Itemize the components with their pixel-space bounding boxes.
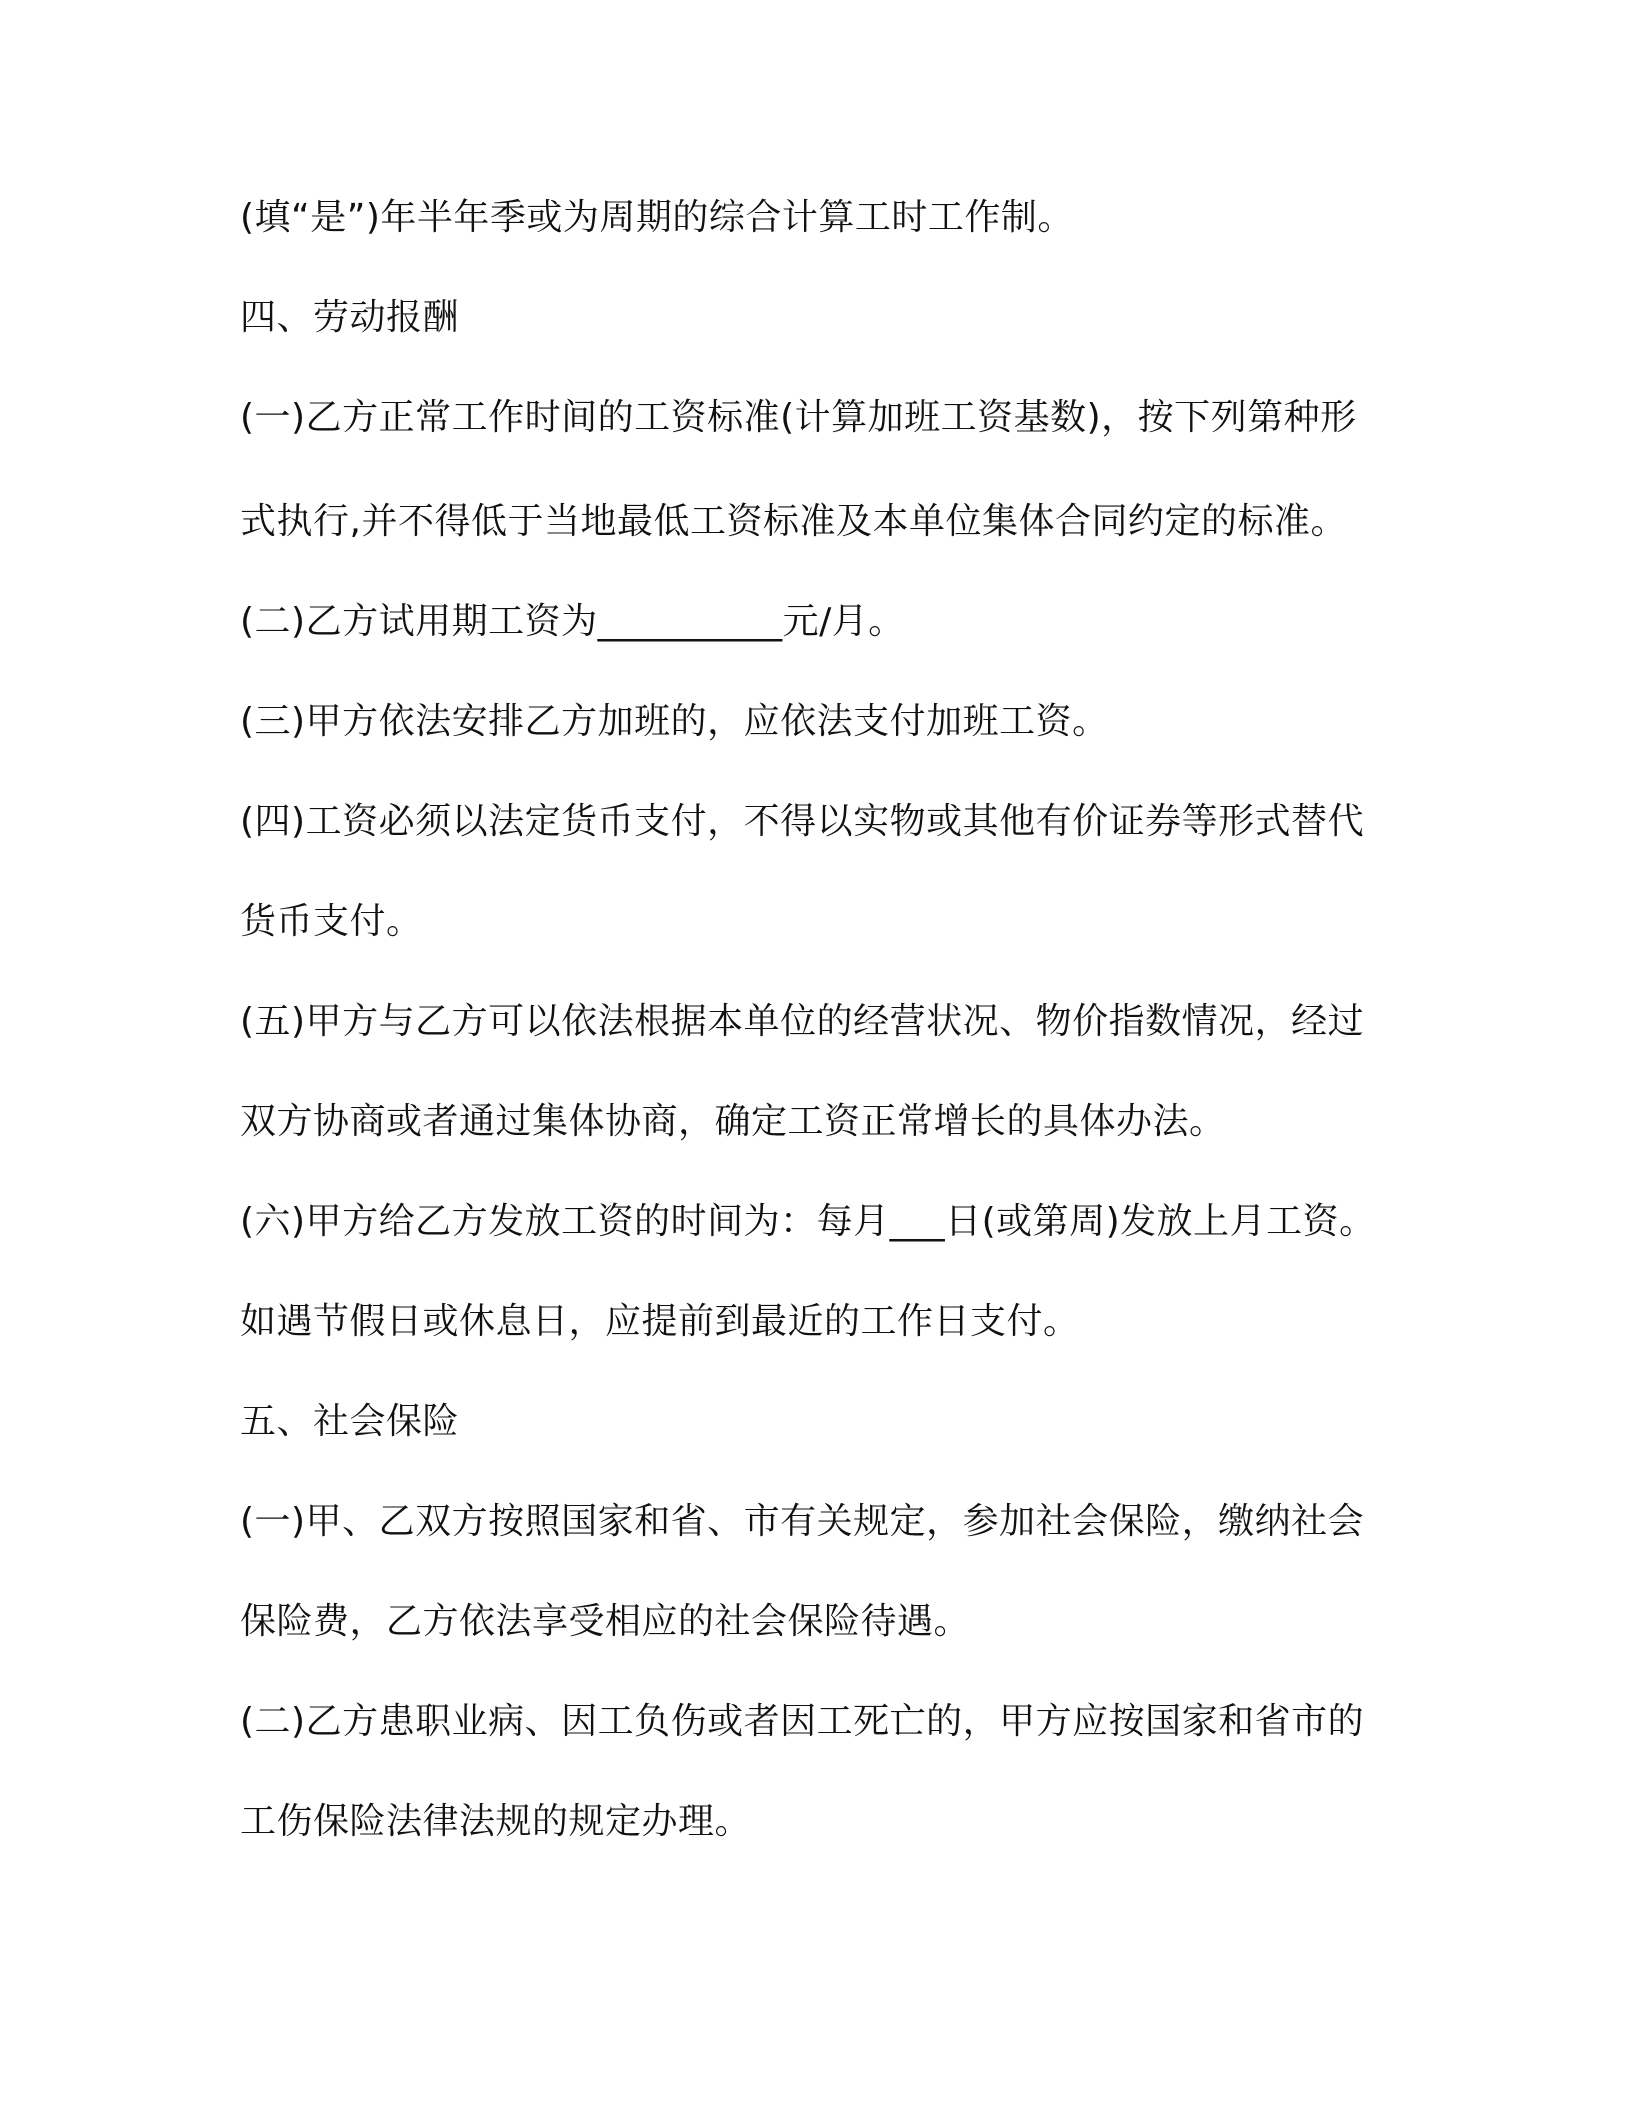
paragraph-line: (三)甲方依法安排乙方加班的，应依法支付加班工资。 bbox=[240, 701, 1109, 742]
paragraph-line: (二)乙方患职业病、因工负伤或者因工死亡的，甲方应按国家和省市的 bbox=[240, 1701, 1365, 1742]
paragraph-line: 如遇节假日或休息日，应提前到最近的工作日支付。 bbox=[240, 1301, 1080, 1342]
paragraph-line: 货币支付。 bbox=[240, 901, 423, 942]
paragraph-line: (六)甲方给乙方发放工资的时间为：每月___日(或第周)发放上月工资。 bbox=[240, 1201, 1376, 1242]
paragraph-line: 工伤保险法律法规的规定办理。 bbox=[240, 1801, 752, 1842]
paragraph-line: 式执行,并不得低于当地最低工资标准及本单位集体合同约定的标准。 bbox=[240, 501, 1347, 542]
paragraph-line: (一)甲、乙双方按照国家和省、市有关规定，参加社会保险，缴纳社会 bbox=[240, 1501, 1365, 1542]
paragraph-line: 双方协商或者通过集体协商，确定工资正常增长的具体办法。 bbox=[240, 1101, 1226, 1142]
paragraph-line: (四)工资必须以法定货币支付，不得以实物或其他有价证券等形式替代 bbox=[240, 801, 1365, 842]
section-heading: 四、劳动报酬 bbox=[240, 297, 460, 338]
paragraph-line: (填“是”)年半年季或为周期的综合计算工时工作制。 bbox=[240, 197, 1074, 238]
paragraph-line: (五)甲方与乙方可以依法根据本单位的经营状况、物价指数情况，经过 bbox=[240, 1001, 1365, 1042]
section-heading: 五、社会保险 bbox=[240, 1401, 460, 1442]
paragraph-line: (二)乙方试用期工资为__________元/月。 bbox=[240, 601, 905, 642]
paragraph-line: (一)乙方正常工作时间的工资标准(计算加班工资基数)，按下列第种形 bbox=[240, 397, 1357, 438]
paragraph-line: 保险费，乙方依法享受相应的社会保险待遇。 bbox=[240, 1601, 971, 1642]
